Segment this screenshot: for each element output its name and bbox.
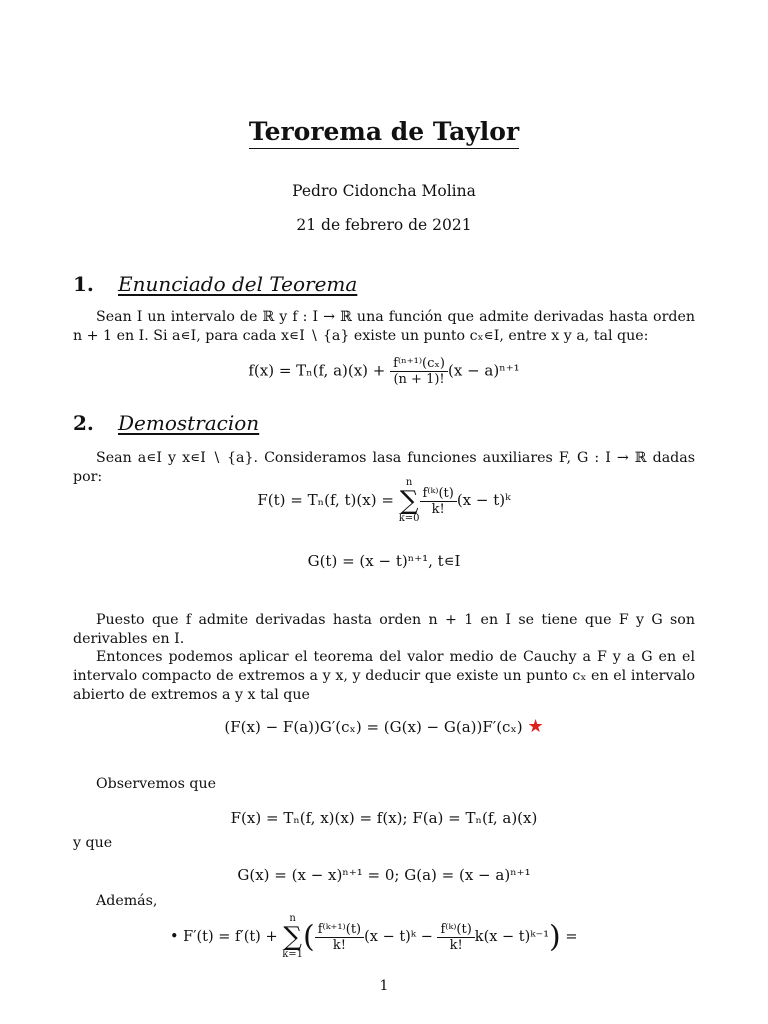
section-heading-2 [73,411,259,435]
section-title: Demostracion [118,411,260,435]
paragraph-auxiliary: Sean a∊I y x∊I ∖ {a}. Consideramos lasa funciones auxiliares F, G : I → ℝ dadas por: [73,450,695,485]
sum-lower: k=1 [282,949,304,960]
paragraph-statement: Sean I un intervalo de ℝ y f : I → ℝ una función que admite derivadas hasta orden n + 1 en I. Si a∊I, para cada x∊I ∖ {a} existe un punto cₓ∊I, entre x y a, tal que: [73,309,695,344]
right-paren: ) [549,919,561,955]
fraction [315,922,364,953]
denominator: k! [449,937,463,953]
denominator: k! [332,937,346,953]
sum-upper: n [405,477,413,488]
sigma-symbol: ∑ [283,922,302,952]
denominator: k! [431,501,445,517]
section-number: 1. [73,272,94,296]
bullet-item [170,914,578,960]
sum-lower: k=0 [398,513,420,524]
eq-part: F′(t) = f′(t) + [183,929,283,945]
page-number: 1 [379,978,389,994]
sum-upper: n [289,913,296,924]
eq-part: (x − t)ᵏ [456,491,511,509]
section-number: 2. [73,411,94,435]
numerator: f⁽ᵏ⁾(t) [420,486,457,502]
fraction [390,356,448,387]
paragraph-and: y que [73,835,113,851]
numerator: f⁽ᵏ⁾(t) [437,922,474,938]
eq-part: k(x − t)ᵏ⁻¹ [474,929,550,945]
sigma-symbol: ∑ [399,486,419,516]
author: Pedro Cidoncha Molina [292,182,476,200]
equation-observation-2: G(x) = (x − x)ⁿ⁺¹ = 0; G(a) = (x − a)ⁿ⁺¹ [237,866,531,884]
numerator: f⁽ᵏ⁺¹⁾(t) [315,922,364,938]
equation-cauchy [0,716,768,737]
eq-part: (F(x) − F(a))G′(cₓ) = (G(x) − G(a))F′(cₓ) [224,718,523,736]
left-paren: ( [303,919,315,955]
eq-part: = [560,929,578,945]
section-heading-1 [73,272,357,296]
eq-part: f(x) = Tₙ(f, a)(x) + [248,361,391,380]
section-title: Enunciado del Teorema [118,272,358,296]
fraction [420,486,457,517]
equation-taylor [0,356,768,387]
summation [282,914,303,960]
equation-F [0,478,768,524]
equation-observation-1: F(x) = Tₙ(f, x)(x) = f(x); F(a) = Tₙ(f, a)(x) [230,809,538,827]
denominator: (n + 1)! [393,372,445,387]
date: 21 de febrero de 2021 [296,216,472,234]
equation-G: G(t) = (x − t)ⁿ⁺¹, t∊I [307,552,461,570]
paragraph-observe: Observemos que [96,776,216,792]
summation [399,478,420,524]
paragraph-cauchy: Entonces podemos aplicar el teorema del valor medio de Cauchy a F y a G en el intervalo compacto de extremos a y x, y deducir que existe un punto cₓ en el intervalo abierto de extremos a y x tal que [73,649,695,703]
star-icon: ★ [527,716,544,737]
eq-part: (x − a)ⁿ⁺¹ [448,361,520,380]
numerator: f⁽ⁿ⁺¹⁾(cₓ) [390,356,448,372]
page-title: Terorema de Taylor [0,117,768,146]
paragraph-derivable: Puesto que f admite derivadas hasta orden n + 1 en I se tiene que F y G son derivables en I. [73,612,695,647]
bullet-icon: • [170,929,184,945]
eq-part: (x − t)ᵏ − [364,929,438,945]
fraction [437,922,474,953]
eq-part: F(t) = Tₙ(f, t)(x) = [257,491,399,509]
paragraph-moreover: Además, [96,893,158,909]
